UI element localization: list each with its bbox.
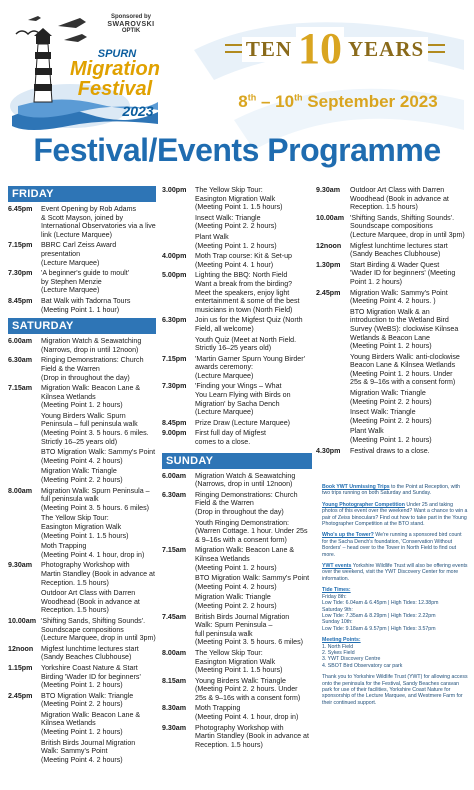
- header: [0, 0, 474, 178]
- sponsor-name: SWAROVSKI: [107, 21, 155, 28]
- sunday-event-item: [316, 389, 470, 406]
- event-time: 3.00pm: [162, 186, 187, 194]
- friday-event-item: [8, 297, 156, 314]
- day-header-friday: FRIDAY: [8, 186, 156, 202]
- event-description: BTO Migration Walk: Sammy's Point (Meeting Point 4. 2 hours): [195, 574, 310, 591]
- saturday-event-item: [8, 384, 156, 410]
- festival-dates: [214, 92, 462, 112]
- saturday-event-item: [8, 467, 156, 484]
- sponsor-sub: OPTIK: [121, 28, 141, 34]
- event-description: Moth Trapping (Meeting Point 4. 1 hour, drop in): [41, 542, 145, 559]
- event-time: [162, 214, 195, 231]
- event-time: 4.00pm: [162, 252, 187, 261]
- tide-body: Friday 8th: Low Tide: 6.04am & 6.45pm | High Tides: 12.38pm Saturday 9th: Low Tide: 7.35am & 8.29pm | High Tides: 2.22pm Sunday 10th: Low Tide: 9.18am & 9.57pm | High Tides: 3.57pm: [322, 593, 439, 632]
- info-ywt-events: [322, 563, 468, 582]
- sunday-events: [162, 472, 312, 750]
- sunday-event-item: [316, 261, 470, 287]
- event-description: Migration Walk: Spurn Peninsula – full peninsula walk (Meeting Point 3. 5 hours. 6 miles): [41, 486, 150, 512]
- sunday-event-item: [316, 242, 470, 259]
- sunday-event-item: [162, 613, 312, 647]
- event-description: Migfest lunchtime lectures start (Sandy Beaches Clubhouse): [41, 644, 139, 662]
- event-time: 7.30pm: [162, 382, 187, 391]
- event-description: Bat Walk with Tadorna Tours (Meeting Point 1. 1 hour): [41, 296, 131, 314]
- ten-word: TEN: [242, 37, 296, 62]
- event-description: Moth Trapping (Meeting Point 4. 1 hour, drop in): [195, 704, 299, 722]
- event-time: 10.00am: [316, 213, 345, 222]
- ten-years-banner: [210, 24, 460, 74]
- saturday-event-item: [8, 337, 156, 354]
- event-description: Migfest lunchtime lectures start (Sandy Beaches Clubhouse): [350, 241, 448, 259]
- event-time: [8, 711, 41, 737]
- saturday-event-item: [162, 429, 312, 446]
- saturday-event-item: [8, 356, 156, 382]
- event-time: 7.15am: [162, 546, 187, 555]
- event-description: Prize Draw (Lecture Marquee): [195, 418, 291, 427]
- event-description: Outdoor Art Class with Darren Woodhead (Book in advance at Reception. 1.5 hours): [41, 589, 140, 615]
- event-time: 12noon: [316, 241, 342, 250]
- sunday-event-item: [316, 408, 470, 425]
- date-start-suffix: th: [247, 92, 257, 103]
- event-time: [8, 448, 41, 465]
- saturday-event-item: [8, 589, 156, 615]
- event-description: Event Opening by Rob Adams & Scott Mayson, joined by International Observatories via a live link (Lecture Marquee): [41, 205, 156, 239]
- event-time: [316, 389, 350, 406]
- event-description: Migration Walk: Beacon Lane & Kilnsea Wetlands (Meeting Point 1. 2 hours): [195, 546, 295, 572]
- info-tower: [322, 532, 468, 558]
- event-time: 7.30pm: [8, 269, 33, 278]
- event-time: [162, 574, 195, 591]
- event-time: 1.15pm: [8, 663, 33, 672]
- event-time: 6.00am: [8, 337, 33, 346]
- event-time: 7.45am: [162, 612, 187, 621]
- info-ywt-body: Yorkshire Wildlife Trust will also be offering events over the weekend, visit the YWT Discovery Center for more information.: [322, 563, 468, 582]
- event-time: 6.30am: [8, 356, 33, 365]
- event-time: [8, 542, 41, 559]
- meeting-points-body: 1. North Field 2. Sykes Field 3. YWT Discovery Centre 4. SBOT Bird Observatory car park: [322, 643, 403, 669]
- sunday-events-continued: [316, 186, 470, 455]
- event-time: [8, 739, 41, 765]
- event-time: [8, 589, 41, 615]
- sunday-event-item: [162, 546, 312, 572]
- event-description: Youth Ringing Demonstration: (Warren Cottage. 1 hour. Under 25s & 9–16s with a consent form): [195, 518, 308, 544]
- saturday-event-item: [8, 542, 156, 559]
- event-time: 9.30am: [8, 561, 33, 570]
- saturday-event-item: [162, 382, 312, 416]
- info-trips-heading[interactable]: Book YWT Unmissing Trips: [322, 484, 390, 490]
- ten-number: 10: [298, 24, 342, 73]
- event-description: Moth Trap course: Kit & Set-up (Meeting Point 4. 1 hour): [195, 252, 292, 269]
- years-word: YEARS: [344, 37, 428, 62]
- day-header-sunday: SUNDAY: [162, 453, 312, 469]
- event-description: Migration Watch & Seawatching (Narrows, drop in until 12noon): [195, 471, 296, 489]
- info-photo-heading[interactable]: Young Photographer Competition: [322, 501, 405, 508]
- event-time: [316, 427, 350, 444]
- event-description: Young Birders Walk: Triangle (Meeting Point 2. 2 hours. Under 25s & 9–16s with a consent form): [195, 676, 301, 702]
- sunday-event-item: [162, 472, 312, 489]
- event-time: 9.30am: [316, 186, 341, 194]
- event-time: [8, 467, 41, 484]
- event-time: 8.30am: [162, 704, 187, 713]
- saturday-event-item: [162, 271, 312, 314]
- event-description: BBRC Carl Zeiss Award presentation (Lecture Marquee): [41, 241, 117, 267]
- info-photo-competition: [322, 502, 468, 528]
- friday-events: [8, 205, 156, 314]
- logo-migration: Migration: [70, 58, 160, 80]
- event-time: [162, 519, 195, 545]
- info-panel: [322, 484, 468, 711]
- event-description: Outdoor Art Class with Darren Woodhead (Book in advance at Reception. 1.5 hours): [350, 186, 449, 212]
- info-trips-body: to the Point at Reception, with two trips running on both Saturday and Sunday.: [322, 484, 461, 497]
- saturday-event-item: [8, 448, 156, 465]
- date-month: September 2023: [302, 92, 438, 111]
- saturday-event-item: [8, 664, 156, 690]
- event-description: Migration Walk: Triangle (Meeting Point 2. 2 hours): [350, 389, 432, 406]
- friday-event-item: [8, 269, 156, 295]
- saturday-event-item: [8, 645, 156, 662]
- info-tide-times: [322, 587, 468, 632]
- column-2: [162, 186, 312, 751]
- info-tower-heading[interactable]: Who's up the Tower?: [322, 532, 374, 539]
- event-description: Migration Walk: Triangle (Meeting Point 2. 2 hours): [41, 467, 123, 485]
- saturday-events: [8, 337, 156, 764]
- saturday-event-item: [8, 514, 156, 540]
- saturday-event-item: [162, 336, 312, 353]
- saturday-event-item: [8, 617, 156, 643]
- sunday-event-item: [316, 427, 470, 444]
- event-time: [8, 412, 41, 446]
- saturday-event-item: [162, 355, 312, 381]
- saturday-events-continued: [162, 186, 312, 447]
- sunday-event-item: [162, 574, 312, 591]
- event-time: 6.30am: [162, 490, 187, 499]
- saturday-event-item: [162, 233, 312, 250]
- event-description: British Birds Journal Migration Walk: Sammy's Point (Meeting Point 4. 2 hours): [41, 738, 136, 764]
- event-time: 12noon: [8, 644, 34, 653]
- event-time: 10.00am: [8, 616, 37, 625]
- info-thanks: Thank you to Yorkshire Wildlife Trust (YWT) for allowing access onto the peninsula for the Festival, Sandy Beaches caravan park for use of their facilities, Yorkshire Coast Nature for sponsorship of the Lecture Marquee, and Westmere Farm for their continued support.: [322, 674, 468, 706]
- event-description: Migration Walk: Triangle (Meeting Point 2. 2 hours): [195, 593, 277, 610]
- saturday-event-item: [162, 316, 312, 333]
- event-description: Yorkshire Coast Nature & Start Birding 'Wader ID for beginners' (Meeting Point 1. 2 hours): [41, 663, 141, 690]
- event-description: First full day of Migfest comes to a close.: [195, 429, 266, 447]
- event-description: Photography Workshop with Martin Standley (Book in advance at Reception. 1.5 hours): [195, 723, 309, 749]
- event-time: [316, 308, 350, 351]
- sponsored-by-label: Sponsored by: [110, 14, 151, 20]
- event-description: 'Finding your Wings – What You Learn Flying with Birds on Migration' by Sacha Dench (Lecture Marquee): [195, 382, 291, 417]
- event-time: 1.30pm: [316, 260, 341, 269]
- event-description: Join us for the Migfest Quiz (North Field, all welcome): [195, 316, 303, 333]
- event-description: Young Birders Walk: anti-clockwise Beacon Lane & Kilnsea Wetlands (Meeting Point 1. 2 hours. Under 25s & 9–16s with a consent form): [350, 352, 460, 387]
- sunday-event-item: [162, 519, 312, 545]
- date-end-suffix: th: [294, 92, 303, 103]
- friday-event-item: [8, 205, 156, 239]
- event-description: 'Shifting Sands, Shifting Sounds'. Soundscape compositions (Lecture Marquee, drop in until 3pm): [350, 213, 465, 239]
- saturday-event-item: [162, 186, 312, 212]
- event-time: 7.15pm: [162, 354, 187, 363]
- event-time: [162, 233, 195, 250]
- event-description: Ringing Demonstrations: Church Field & the Warren (Drop in throughout the day): [195, 490, 298, 516]
- info-photo-body: Under 25 and taking photos of this event over the weekend? Want a chance to win a pair of Zeiss binoculars? Find out how to take part in the Young Photographer Competition at the BTO stand.: [322, 501, 468, 528]
- event-description: Youth Quiz (Meet at North Field. Strictly 16–25 years old): [195, 335, 297, 353]
- event-time: 6.30pm: [162, 316, 187, 325]
- logo-spurn: SPURN: [97, 48, 137, 60]
- event-description: Photography Workshop with Martin Standley (Book in advance at Reception. 1.5 hours): [41, 561, 155, 587]
- event-description: BTO Migration Walk: Triangle (Meeting Point 2. 2 hours): [41, 691, 134, 709]
- sunday-event-item: [162, 491, 312, 517]
- sunday-event-item: [162, 724, 312, 750]
- event-description: Festival draws to a close.: [350, 446, 430, 455]
- event-time: [316, 353, 350, 387]
- saturday-event-item: [8, 692, 156, 709]
- event-time: 9.30am: [162, 723, 187, 732]
- sunday-event-item: [316, 447, 470, 456]
- event-description: Plant Walk (Meeting Point 1. 2 hours): [195, 232, 277, 250]
- event-description: BTO Migration Walk & an introduction to the Wetland Bird Survey (WeBS): clockwise Kilnsea Wetlands & Beacon Lane (Meeting Point 1. 2 hours): [350, 307, 459, 351]
- info-meeting-points: [322, 637, 468, 669]
- event-description: Insect Walk: Triangle (Meeting Point 2. 2 hours): [195, 213, 277, 231]
- event-time: 8.00am: [8, 486, 33, 495]
- event-description: Lighting the BBQ: North Field Want a break from the birding? Meet the speakers, enjoy light entertainment & some of the best musicians in town (North Field): [195, 271, 300, 314]
- event-time: 2.45pm: [316, 288, 341, 297]
- date-end: – 10: [256, 92, 295, 111]
- event-time: 8.00am: [162, 648, 187, 657]
- meeting-points-heading: Meeting Points:: [322, 637, 361, 644]
- info-ywt-heading[interactable]: YWT events: [322, 563, 352, 570]
- event-time: 2.45pm: [8, 691, 33, 700]
- sunday-event-item: [316, 308, 470, 351]
- sunday-event-item: [316, 353, 470, 387]
- sunday-event-item: [162, 704, 312, 721]
- event-description: Young Birders Walk: Spurn Peninsula – full peninsula walk (Meeting Point 3. 5 hours. 6 miles. Strictly 16–25 years old): [41, 411, 149, 446]
- event-time: 7.15am: [8, 384, 33, 393]
- event-time: 9.00pm: [162, 429, 187, 438]
- saturday-event-item: [8, 412, 156, 446]
- saturday-event-item: [162, 214, 312, 231]
- event-description: BTO Migration Walk: Sammy's Point (Meeting Point 4. 2 hours): [41, 448, 156, 465]
- event-description: British Birds Journal Migration Walk: Spurn Peninsula – full peninsula walk (Meeting Point 3. 5 hours. 6 miles): [195, 612, 304, 647]
- saturday-event-item: [8, 561, 156, 587]
- event-description: 'Shifting Sands, Shifting Sounds'. Soundscape compositions (Lecture Marquee, drop in until 3pm): [41, 616, 156, 643]
- event-time: 4.30pm: [316, 446, 341, 455]
- saturday-event-item: [8, 739, 156, 765]
- event-description: The Yellow Skip Tour: Easington Migration Walk (Meeting Point 1. 1.5 hours): [195, 648, 283, 675]
- event-description: 'A beginner's guide to moult' by Stephen Menzie (Lecture Marquee): [41, 269, 130, 295]
- saturday-event-item: [8, 487, 156, 513]
- event-time: 8.15am: [162, 676, 187, 685]
- event-time: 8.45pm: [8, 296, 33, 305]
- event-description: Insect Walk: Triangle (Meeting Point 2. 2 hours): [350, 408, 432, 425]
- saturday-event-item: [162, 252, 312, 269]
- logo-festival: Festival: [77, 78, 153, 100]
- sunday-event-item: [162, 649, 312, 675]
- event-description: The Yellow Skip Tour: Easington Migration Walk (Meeting Point 1. 1.5 hours): [41, 514, 129, 540]
- event-time: 6.00am: [162, 471, 187, 480]
- event-description: Plant Walk (Meeting Point 1. 2 hours): [350, 427, 432, 445]
- event-time: [162, 593, 195, 610]
- sunday-event-item: [162, 677, 312, 703]
- event-description: 'Martin Garner Spurn Young Birder' awards ceremony: (Lecture Marquee): [195, 354, 305, 380]
- event-description: Migration Walk: Sammy's Point (Meeting Point 4. 2 hours. ): [350, 288, 448, 306]
- tide-heading: Tide Times:: [322, 587, 351, 594]
- day-header-saturday: SATURDAY: [8, 318, 156, 334]
- event-description: Migration Watch & Seawatching (Narrows, drop in until 12noon): [41, 337, 142, 354]
- event-time: 6.45pm: [8, 205, 33, 213]
- event-time: [8, 514, 41, 540]
- saturday-event-item: [8, 711, 156, 737]
- info-tower-body: We're running a sponsored bird count for the Sacha Dench's foundation, 'Conservation Without Borders' – head over to the Tower in North Field to find out more.: [322, 532, 462, 558]
- date-start: 8: [238, 92, 248, 111]
- column-1: [8, 186, 156, 766]
- sunday-event-item: [162, 593, 312, 610]
- logo-year: 2023: [122, 103, 154, 119]
- event-time: 8.45pm: [162, 418, 187, 427]
- event-description: Start Birding & Wader Quest 'Wader ID for beginners' (Meeting Point 1. 2 hours): [350, 260, 456, 286]
- page-title: Festival/Events Programme: [33, 132, 441, 168]
- event-description: Migration Walk: Beacon Lane & Kilnsea Wetlands (Meeting Point 1. 2 hours): [41, 710, 141, 737]
- event-time: [162, 336, 195, 353]
- event-description: Migration Walk: Beacon Lane & Kilnsea Wetlands (Meeting Point 1. 2 hours): [41, 384, 141, 410]
- column-3: [316, 186, 470, 457]
- sunday-event-item: [316, 186, 470, 212]
- sunday-event-item: [316, 214, 470, 240]
- sunday-event-item: [316, 289, 470, 306]
- sponsor-block: [96, 14, 166, 35]
- event-description: The Yellow Skip Tour: Easington Migration Walk (Meeting Point 1. 1.5 hours): [195, 186, 283, 212]
- friday-event-item: [8, 241, 156, 267]
- event-description: Ringing Demonstrations: Church Field & the Warren (Drop in throughout the day): [41, 356, 144, 382]
- event-time: [316, 408, 350, 425]
- event-time: 5.00pm: [162, 271, 187, 280]
- saturday-event-item: [162, 419, 312, 428]
- event-time: 7.15pm: [8, 241, 33, 250]
- info-trips: [322, 484, 468, 497]
